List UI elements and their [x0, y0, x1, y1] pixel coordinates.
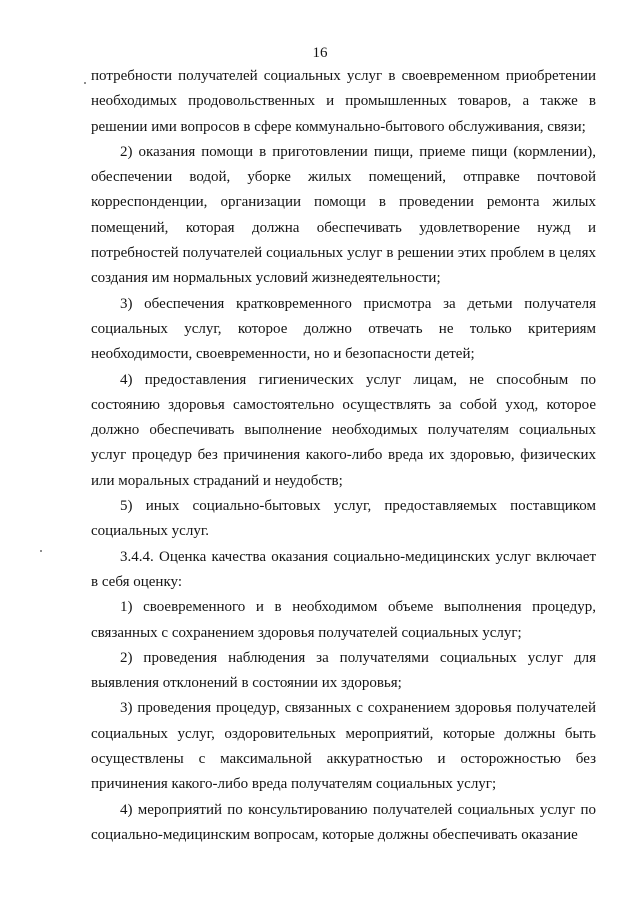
- scan-speck: [40, 550, 42, 552]
- paragraph-list-item-4: 4) предоставления гигиенических услуг лицам, не способным по состоянию здоровья самостоятельно осуществлять за собой уход, которое должно обеспечивать выполнение необходимых получателям социальных услуг процедур без причинения какого-либо вреда их здоровью, физических или моральных страданий и неудобств;: [91, 371, 596, 489]
- paragraph-list-item-4: 4) мероприятий по консультированию получателей социальных услуг по социально-медицинским вопросам, которые должны обеспечивать оказание: [91, 801, 596, 843]
- paragraph-continuation: потребности получателей социальных услуг в своевременном приобретении необходимых продовольственных и промышленных товаров, а также в решении ими вопросов в сфере коммунально-бытового обслуживания, связи;: [91, 68, 596, 135]
- page-number: 16: [312, 45, 328, 61]
- scan-speck: [84, 82, 86, 84]
- paragraph-list-item-3: 3) обеспечения кратковременного присмотра за детьми получателя социальных услуг, которое должно отвечать не только критериям необходимости, своевременности, но и безопасности детей;: [91, 295, 596, 363]
- paragraph-list-item-2: 2) оказания помощи в приготовлении пищи, приеме пищи (кормлении), обеспечении водой, уборке жилых помещений, отправке почтовой корреспонденции, организации помощи в проведении ремонта жилых помещений, которая должна обеспечивать удовлетворение нужд и потребностей получателей социальных услуг в решении этих проблем в целях создания им нормальных условий жизнедеятельности;: [91, 143, 596, 287]
- paragraph-section-3-4-4: 3.4.4. Оценка качества оказания социально-медицинских услуг включает в себя оценку:: [91, 548, 596, 590]
- paragraph-list-item-2: 2) проведения наблюдения за получателями социальных услуг для выявления отклонений в состоянии их здоровья;: [91, 649, 596, 692]
- document-body: [91, 64, 596, 848]
- paragraph-list-item-3: 3) проведения процедур, связанных с сохранением здоровья получателей социальных услуг, оздоровительных мероприятий, которые должны быть осуществлены с максимальной аккуратностью и осторожностью без причинения какого-либо вреда получателям социальных услуг;: [91, 700, 596, 793]
- paragraph-list-item-5: 5) иных социально-бытовых услуг, предоставляемых поставщиком социальных услуг.: [91, 498, 596, 540]
- paragraph-list-item-1: 1) своевременного и в необходимом объеме выполнения процедур, связанных с сохранением здоровья получателей социальных услуг;: [91, 599, 596, 641]
